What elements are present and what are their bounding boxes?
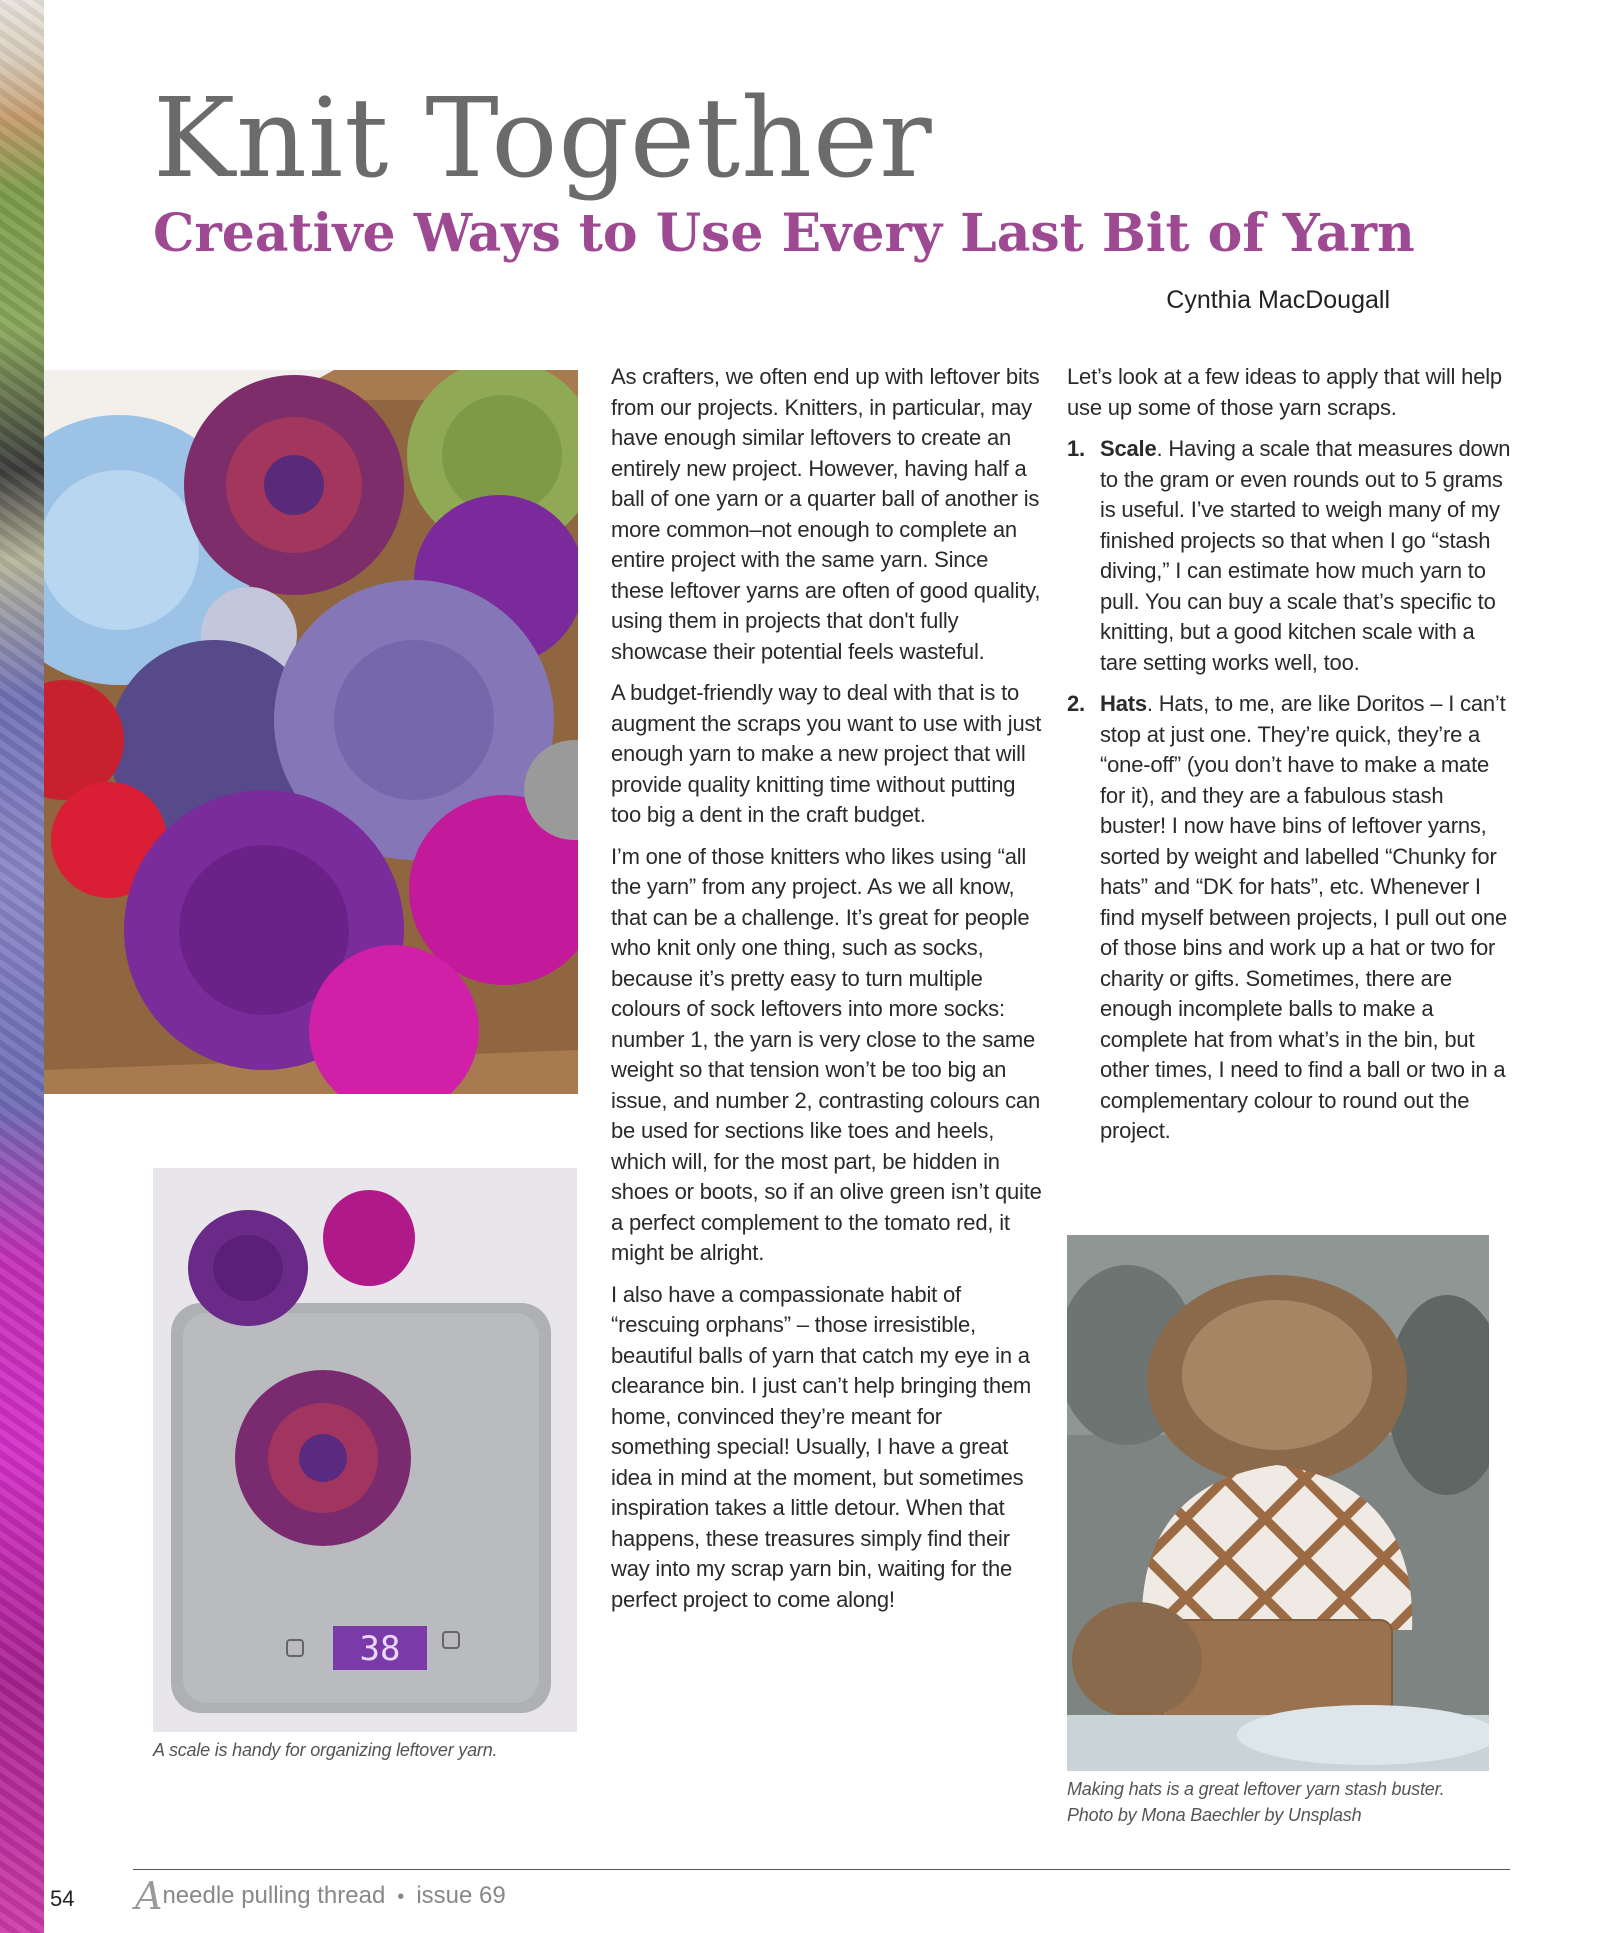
magazine-title: needle pulling thread xyxy=(162,1882,386,1909)
hat-caption-line-1: Making hats is a great leftover yarn stash buster. xyxy=(1067,1779,1445,1799)
scale-photo-caption: A scale is handy for organizing leftover yarn. xyxy=(153,1740,498,1760)
list-item-number: 1. xyxy=(1067,436,1085,461)
list-item-term: Hats xyxy=(1100,691,1147,716)
paragraph-3: I’m one of those knitters who likes using “all the yarn” from any project. As we all know, that can be a challenge. It’s great for people who knit only one thing, such as socks, because it’s pretty easy to turn multiple colours of sock leftovers into more socks: number 1, the yarn is very close to the same weight so that tension won’t be too big an issue, and number 2, contrasting colours can be used for sections like toes and heels, which will, for the most part, be hidden in shoes or boots, so if an olive green isn’t quite a perfect complement to the tomato red, it might be alright. xyxy=(611,843,1042,1265)
issue-number: issue 69 xyxy=(416,1882,506,1909)
page-footer xyxy=(50,1874,650,1924)
column-2-intro: Let’s look at a few ideas to apply that will help use up some of those yarn scraps. xyxy=(1067,364,1502,420)
footer-rule xyxy=(133,1869,1510,1870)
article-column-1 xyxy=(611,362,1043,1626)
list-item xyxy=(1067,689,1512,1147)
article-subtitle: Creative Ways to Use Every Last Bit of Yarn xyxy=(153,203,1415,264)
yarn-balls-photo xyxy=(44,370,578,1094)
magazine-logo-initial: A xyxy=(135,1874,163,1918)
paragraph-2: A budget-friendly way to deal with that is to augment the scraps you want to use with just enough yarn to make a new project that will provide quality knitting time without putting too big a dent in the craft budget. xyxy=(611,680,1042,827)
list-item-term: Scale xyxy=(1100,436,1157,461)
list-item-number: 2. xyxy=(1067,691,1085,716)
article-author: Cynthia MacDougall xyxy=(1166,286,1390,314)
left-yarn-photo-strip xyxy=(0,0,44,1933)
hat-photo-caption xyxy=(1067,1776,1445,1828)
kitchen-scale-photo xyxy=(153,1168,577,1732)
list-item-text: . Having a scale that measures down to the gram or even rounds out to 5 grams is useful. I’ve started to weigh many of my finished projects so that when I go “stash diving,” I can estimate how much yarn to pull. You can buy a scale that’s specific to knitting, but a good kitchen scale with a tare setting works well, too. xyxy=(1100,436,1511,675)
article-column-2 xyxy=(1067,362,1512,1158)
hat-caption-photo-credit: Photo by Mona Baechler by Unsplash xyxy=(1067,1805,1362,1826)
list-item xyxy=(1067,434,1512,678)
scale-display-reading: 38 xyxy=(359,1629,401,1669)
page-number: 54 xyxy=(50,1886,75,1911)
paragraph-1: As crafters, we often end up with leftover bits from our projects. Knitters, in particular, may have enough similar leftovers to create an entirely new project. However, having half a ball of one yarn or a quarter ball of another is more common–not enough to complete an entire project with the same yarn. Since these leftover yarns are often of good quality, using them in projects that don't fully showcase their potential feels wasteful. xyxy=(611,364,1041,664)
list-item-text: . Hats, to me, are like Doritos – I can’t stop at just one. They’re quick, they’re a “one-off” (you don’t have to make a mate for it), and they are a fabulous stash buster! I now have bins of leftover yarns, sorted by weight and labelled “Chunky for hats” and “DK for hats”, etc. Whenever I find myself between projects, I pull out one of those bins and work up a hat or two for charity or gifts. Sometimes, there are enough incomplete balls to make a complete hat from what’s in the bin, but other times, I need to find a ball or two in a complementary colour to round out the project. xyxy=(1100,691,1507,1143)
knit-hat-photo xyxy=(1067,1235,1489,1771)
article-title: Knit Together xyxy=(153,74,933,202)
magazine-name xyxy=(135,1874,506,1918)
paragraph-4: I also have a compassionate habit of “rescuing orphans” – those irresistible, beautiful balls of yarn that catch my eye in a clearance bin. I just can’t help bringing them home, convinced they’re meant for something special! Usually, I have a great idea in mind at the moment, but sometimes inspiration takes a little detour. When that happens, these treasures simply find their way into my scrap yarn bin, waiting for the perfect project to come along! xyxy=(611,1281,1032,1612)
tips-list xyxy=(1067,434,1512,1147)
footer-separator: • xyxy=(397,1886,405,1908)
